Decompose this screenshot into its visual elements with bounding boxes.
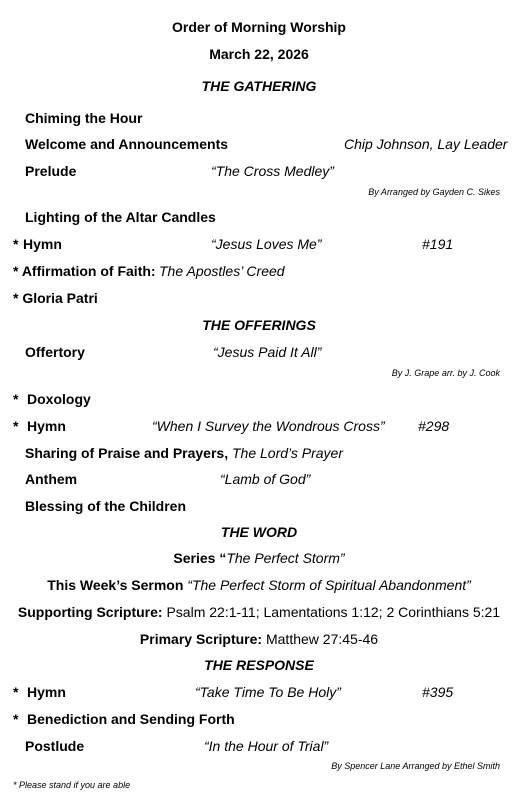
sermon-label: This Week’s Sermon [47, 577, 184, 593]
hymn-label: Hymn [27, 684, 66, 700]
blessing-children: Blessing of the Children [25, 498, 187, 514]
hymn-number: #191 [422, 236, 454, 252]
postlude-title: “In the Hour of Trial” [204, 738, 329, 754]
supporting-scripture-line [0, 603, 518, 621]
series-label: Series “ [173, 550, 227, 566]
primary-scripture-line [0, 630, 518, 648]
anthem-label: Anthem [25, 471, 78, 487]
postlude-label: Postlude [25, 738, 85, 754]
affirmation-text: The Apostles’ Creed [159, 263, 285, 279]
doxology-label: Doxology [27, 391, 91, 407]
primary-label: Primary Scripture: [139, 631, 263, 647]
offertory-credit: By J. Grape arr. by J. Cook [391, 368, 500, 378]
hymn-title: “Take Time To Be Holy” [195, 684, 341, 700]
stand-marker: * [13, 684, 19, 700]
sermon-line [0, 576, 518, 594]
sharing-label: Sharing of Praise and Prayers, [25, 445, 229, 461]
stand-note: * Please stand if you are able [13, 780, 131, 790]
chiming-the-hour: Chiming the Hour [25, 110, 143, 126]
anthem-title: “Lamb of God” [220, 471, 311, 487]
hymn-number: #298 [418, 418, 450, 434]
sharing-line [25, 444, 343, 462]
altar-candles: Lighting of the Altar Candles [25, 209, 216, 225]
benediction-label: Benediction and Sending Forth [27, 711, 235, 727]
postlude-credit: By Spencer Lane Arranged by Ethel Smith [331, 761, 500, 771]
section-heading-offerings: THE OFFERINGS [202, 317, 316, 333]
stand-marker: * [13, 418, 19, 434]
stand-marker: * [13, 391, 19, 407]
section-heading-gathering: THE GATHERING [201, 78, 317, 94]
primary-text: Matthew 27:45-46 [265, 631, 379, 647]
service-date: March 22, 2026 [209, 46, 309, 62]
offertory-title: “Jesus Paid It All” [213, 344, 322, 360]
prelude-title: “The Cross Medley” [211, 163, 334, 179]
hymn-label: Hymn [23, 236, 62, 252]
affirmation-label: * Affirmation of Faith: [13, 263, 156, 279]
prelude-credit: By Arranged by Gayden C. Sikes [368, 187, 500, 197]
hymn-label: Hymn [27, 418, 66, 434]
stand-marker: * [13, 236, 19, 252]
section-heading-response: THE RESPONSE [204, 657, 314, 673]
sermon-title: “The Perfect Storm of Spiritual Abandonment” [187, 577, 471, 593]
supporting-text: Psalm 22:1-11; Lamentations 1:12; 2 Corinthians 5:21 [166, 604, 501, 620]
offertory-label: Offertory [25, 344, 85, 360]
hymn-title: “When I Survey the Wondrous Cross” [152, 418, 385, 434]
welcome-leader: Chip Johnson, Lay Leader [344, 136, 508, 152]
hymn-title: “Jesus Loves Me” [211, 236, 322, 252]
welcome-announcements: Welcome and Announcements [25, 136, 229, 152]
sharing-text: The Lord’s Prayer [231, 445, 343, 461]
series-title: The Perfect Storm” [226, 550, 345, 566]
supporting-label: Supporting Scripture: [17, 604, 163, 620]
gloria-patri: * Gloria Patri [13, 290, 98, 306]
series-line [0, 549, 518, 567]
section-heading-word: THE WORD [220, 524, 298, 540]
bulletin-title: Order of Morning Worship [172, 19, 346, 35]
stand-marker: * [13, 711, 19, 727]
hymn-number: #395 [422, 684, 454, 700]
prelude-label: Prelude [25, 163, 77, 179]
